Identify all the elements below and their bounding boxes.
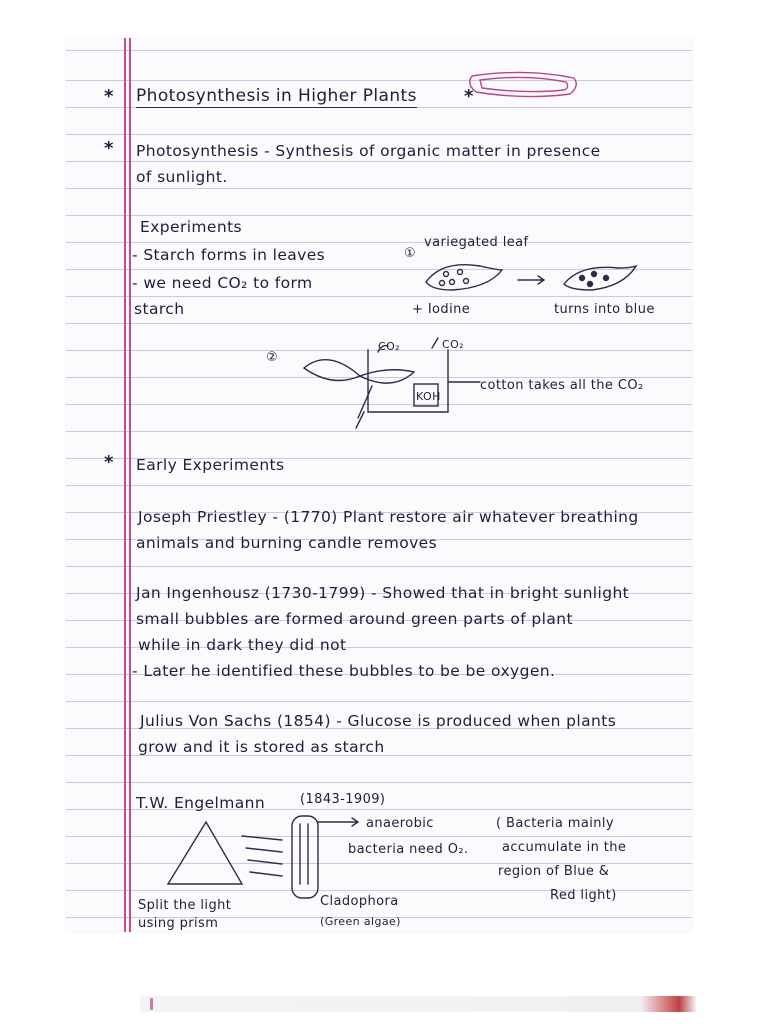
cotton-label: cotton takes all the CO₂ <box>480 378 644 393</box>
experiment-item-2a: - we need CO₂ to form <box>132 274 313 292</box>
priestley-line-2: animals and burning candle removes <box>136 534 438 552</box>
iodine-label: + Iodine <box>412 302 471 317</box>
split-light-label-2: using prism <box>138 916 219 931</box>
bacteria-note-2: accumulate in the <box>502 840 627 855</box>
experiment-item-1: - Starch forms in leaves <box>132 246 326 264</box>
cladophora-label: Cladophora <box>320 894 399 909</box>
koh-label: KOH <box>416 390 441 403</box>
sachs-line-2: grow and it is stored as starch <box>138 738 385 756</box>
notebook-page <box>66 38 692 932</box>
priestley-line-1: Joseph Priestley - (1770) Plant restore air whatever breathing <box>138 508 639 526</box>
leaf-diagram-icon <box>422 256 642 298</box>
engelmann-years: (1843-1909) <box>300 792 386 807</box>
experiment-item-2b: starch <box>134 300 185 318</box>
next-page-edge <box>140 996 696 1012</box>
step-1-number: ① <box>404 246 417 261</box>
margin-line-inner <box>129 38 131 932</box>
margin-line <box>124 38 126 932</box>
ingenhousz-line-3: while in dark they did not <box>138 636 347 654</box>
anaerobic-label-1: anaerobic <box>366 816 434 831</box>
split-light-label-1: Split the light <box>138 898 232 913</box>
early-experiments-heading: Early Experiments <box>136 456 285 474</box>
engelmann-name: T.W. Engelmann <box>136 794 266 812</box>
co2-label-a: CO₂ <box>378 340 400 353</box>
anaerobic-label-2: bacteria need O₂. <box>348 842 469 857</box>
step-2-number: ② <box>266 350 279 365</box>
experiments-heading: Experiments <box>140 218 243 236</box>
bacteria-note-1: ( Bacteria mainly <box>496 816 614 831</box>
sachs-line-1: Julius Von Sachs (1854) - Glucose is produced when plants <box>140 712 617 730</box>
turns-blue-label: turns into blue <box>554 302 655 317</box>
star-bullet-icon: * <box>104 452 114 473</box>
star-bullet-icon: * <box>464 86 474 107</box>
star-bullet-icon: * <box>104 138 114 159</box>
star-bullet-icon: * <box>104 86 114 107</box>
definition-line-1: Photosynthesis - Synthesis of organic matter in presence <box>136 142 601 160</box>
definition-line-2: of sunlight. <box>136 168 228 186</box>
ingenhousz-line-2: small bubbles are formed around green parts of plant <box>136 610 573 628</box>
ingenhousz-line-4: - Later he identified these bubbles to be be oxygen. <box>132 662 556 680</box>
green-algae-label: (Green algae) <box>320 915 401 928</box>
bacteria-note-3: region of Blue & <box>498 864 610 879</box>
title-decoration-icon <box>466 68 581 102</box>
ingenhousz-line-1: Jan Ingenhousz (1730-1799) - Showed that in bright sunlight <box>136 584 630 602</box>
bacteria-note-4: Red light) <box>550 888 617 903</box>
variegated-leaf-label: variegated leaf <box>424 235 529 250</box>
co2-label-b: CO₂ <box>442 338 464 351</box>
page-title: Photosynthesis in Higher Plants <box>136 86 417 106</box>
